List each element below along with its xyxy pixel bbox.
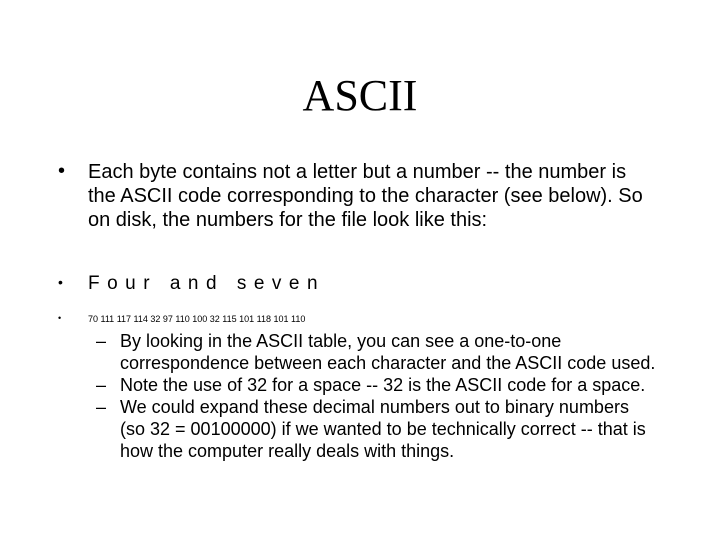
sub-bullet-text: Note the use of 32 for a space -- 32 is the ASCII code for a space. (120, 375, 646, 395)
bullet-marker: • (58, 313, 62, 323)
bullet-text: Each byte contains not a letter but a number -- the number is the ASCII code corresponding to the character (see below). So on disk, the numbers for the file look like this: (88, 161, 643, 231)
slide-title: ASCII (302, 71, 418, 120)
sub-bullet-item (96, 396, 656, 462)
sub-bullet-marker: – (96, 331, 107, 351)
bullet-marker: • (58, 160, 66, 182)
sub-bullet-marker: – (96, 375, 107, 395)
sub-bullet-list (96, 330, 656, 462)
sub-bullet-marker: – (96, 397, 107, 417)
sub-bullet-text: We could expand these decimal numbers out to binary numbers (so 32 = 00100000) if we wanted to be technically correct -- that is how the computer really deals with things. (120, 397, 646, 461)
sub-bullet-item (96, 374, 656, 396)
bullet-text: Four and seven (88, 273, 326, 294)
sub-bullet-text: By looking in the ASCII table, you can see a one-to-one correspondence between each character and the ASCII code used. (120, 331, 656, 373)
bullet-marker: • (58, 274, 63, 290)
bullet-text: 70 111 117 114 32 97 110 100 32 115 101 118 101 110 (88, 314, 306, 324)
sub-bullet-item (96, 330, 656, 374)
